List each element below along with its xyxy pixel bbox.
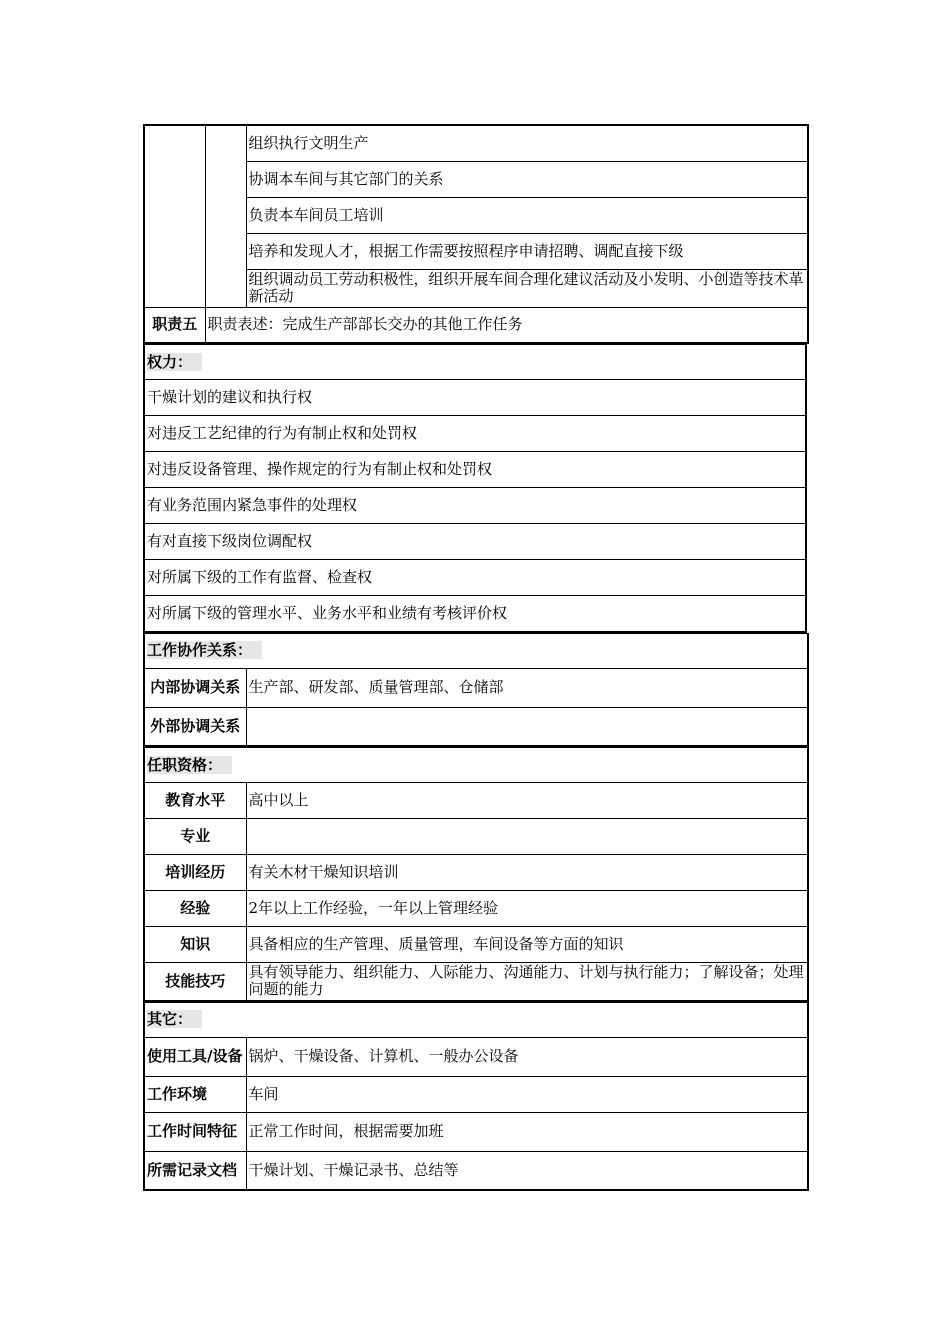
skills-label: 技能技巧 [144, 963, 246, 1001]
cooperation-title: 工作协作关系： [144, 633, 808, 668]
major-value [246, 819, 808, 855]
work-time-value: 正常工作时间，根据需要加班 [246, 1112, 808, 1151]
authority-item: 对违反设备管理、操作规定的行为有制止权和处罚权 [144, 452, 806, 488]
experience-label: 经验 [144, 891, 246, 927]
duties-table [143, 124, 809, 344]
authority-item: 有对直接下级岗位调配权 [144, 524, 806, 560]
duty-item: 组织执行文明生产 [246, 125, 808, 161]
authority-table [143, 344, 807, 633]
experience-value: 2年以上工作经验，一年以上管理经验 [246, 891, 808, 927]
others-title: 其它： [144, 1002, 808, 1037]
authority-item: 有业务范围内紧急事件的处理权 [144, 488, 806, 524]
environment-label: 工作环境 [144, 1076, 246, 1112]
authority-title: 权力： [144, 345, 806, 380]
major-label: 专业 [144, 819, 246, 855]
knowledge-label: 知识 [144, 927, 246, 963]
internal-coordination-label: 内部协调关系 [144, 668, 246, 707]
training-label: 培训经历 [144, 855, 246, 891]
external-coordination-label: 外部协调关系 [144, 707, 246, 746]
qualification-title: 任职资格： [144, 748, 808, 783]
duty-item: 组织调动员工劳动积极性，组织开展车间合理化建议活动及小发明、小创造等技术革新活动 [246, 269, 808, 307]
authority-item: 对所属下级的工作有监督、检查权 [144, 560, 806, 596]
records-label: 所需记录文档 [144, 1151, 246, 1190]
tools-label: 使用工具/设备 [144, 1037, 246, 1076]
cooperation-table [143, 633, 809, 748]
duty-label-cell [144, 125, 205, 161]
education-label: 教育水平 [144, 783, 246, 819]
qualification-table [143, 747, 809, 1002]
duty-sublabel-cell [205, 125, 246, 161]
duty5-text: 职责表述：完成生产部部长交办的其他工作任务 [205, 307, 808, 343]
authority-item: 对违反工艺纪律的行为有制止权和处罚权 [144, 416, 806, 452]
tools-value: 锅炉、干燥设备、计算机、一般办公设备 [246, 1037, 808, 1076]
education-value: 高中以上 [246, 783, 808, 819]
duty-item: 培养和发现人才，根据工作需要按照程序申请招聘、调配直接下级 [246, 233, 808, 269]
records-value: 干燥计划、干燥记录书、总结等 [246, 1151, 808, 1190]
internal-coordination-value: 生产部、研发部、质量管理部、仓储部 [246, 668, 808, 707]
authority-item: 对所属下级的管理水平、业务水平和业绩有考核评价权 [144, 596, 806, 632]
authority-item: 干燥计划的建议和执行权 [144, 380, 806, 416]
skills-value: 具有领导能力、组织能力、人际能力、沟通能力、计划与执行能力；了解设备；处理问题的能力 [246, 963, 808, 1001]
duty5-label: 职责五 [144, 307, 205, 343]
external-coordination-value [246, 707, 808, 746]
training-value: 有关木材干燥知识培训 [246, 855, 808, 891]
others-table [143, 1002, 809, 1192]
environment-value: 车间 [246, 1076, 808, 1112]
duty-item: 协调本车间与其它部门的关系 [246, 161, 808, 197]
work-time-label: 工作时间特征 [144, 1112, 246, 1151]
knowledge-value: 具备相应的生产管理、质量管理，车间设备等方面的知识 [246, 927, 808, 963]
job-description-sheet [143, 124, 807, 1191]
duty-item: 负责本车间员工培训 [246, 197, 808, 233]
